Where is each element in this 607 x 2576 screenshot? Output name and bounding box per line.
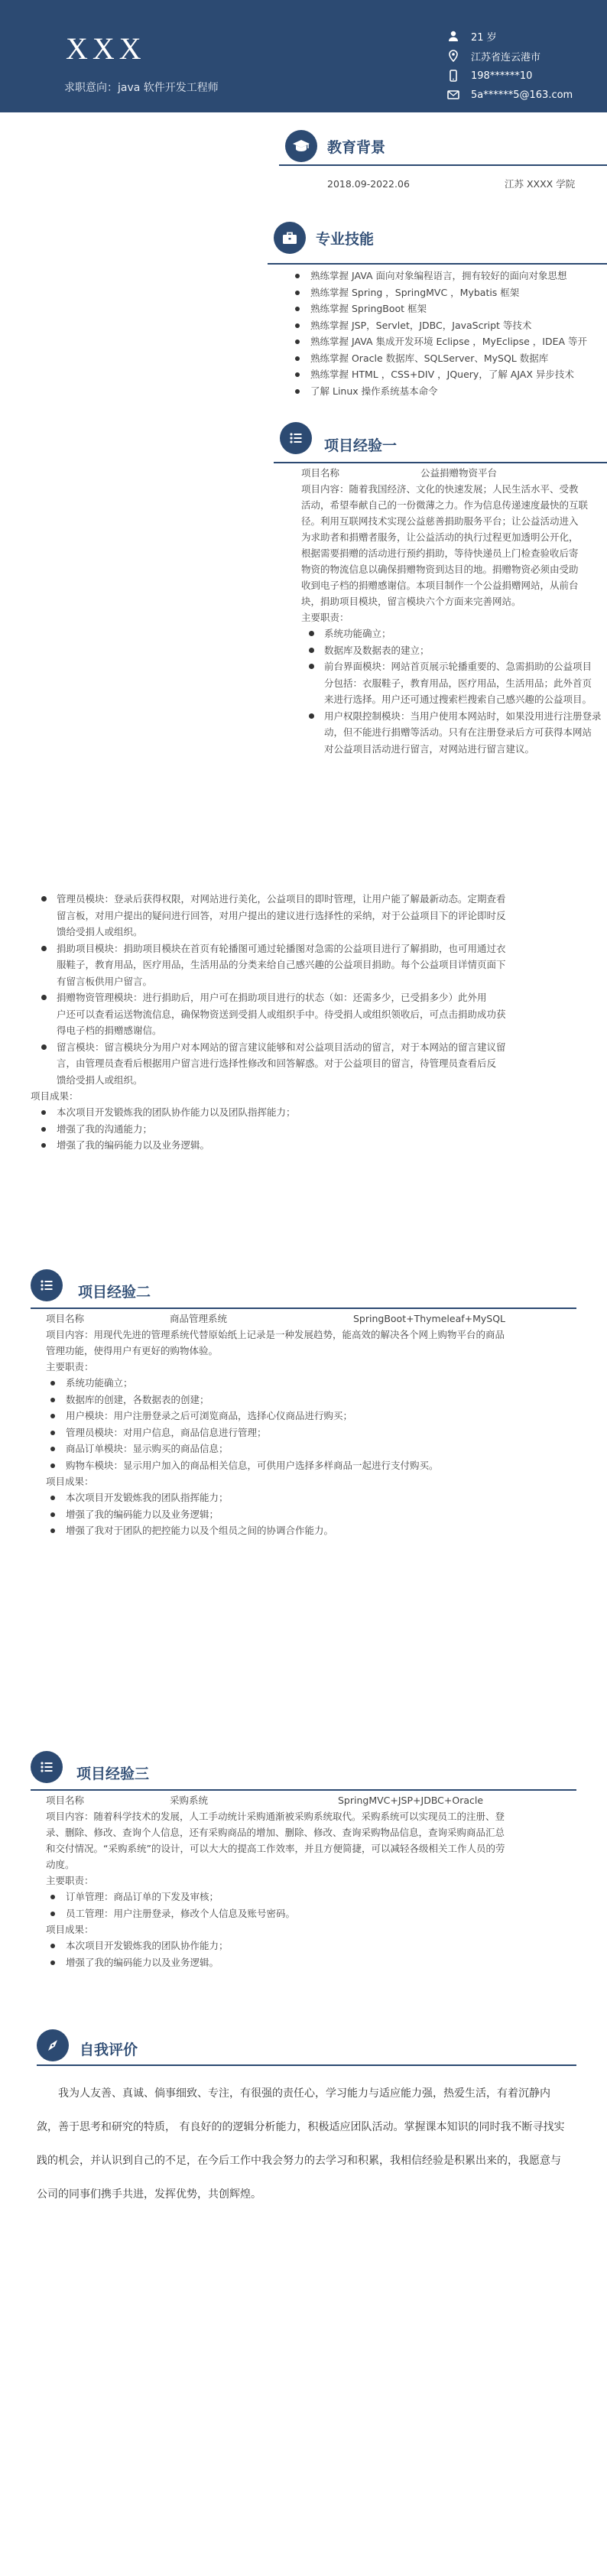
project3-divider — [31, 1789, 576, 1791]
self-eval-divider — [37, 2064, 576, 2066]
project3-name: 采购系统 — [170, 1795, 209, 1806]
phone-icon — [446, 69, 460, 83]
project3-result: 增强了我的编码能力以及业务逻辑。 — [66, 1954, 573, 1971]
project1-duty: 用户权限控制模块：当用户使用本网站时，如果没用进行注册登录 动，但不能进行捐赠等活动。只有在注册登录后方可获得本网站 对公益项目活动进行留言，对网站进行留言建议。 — [324, 708, 607, 758]
project2-body — [46, 1311, 573, 1539]
skills-list — [284, 268, 607, 399]
age-row — [446, 28, 497, 44]
skills-title: 专业技能 — [316, 231, 375, 248]
project1-divider — [274, 462, 607, 463]
self-eval-title: 自我评价 — [80, 2042, 138, 2058]
project3-content-line: 和交付情况。“采购系统”的设计，可以大大的提高工作效率，并且方便简捷，可以减轻各级相关工作人员的劳 — [46, 1843, 505, 1854]
project1-content-line: 收到电子档的捐赠感谢信。本项目制作一个公益捐赠网站，从前台 — [301, 580, 579, 591]
project3-name-row: 项目名称 采购系统 SpringMVC+JSP+JDBC+Oracle — [46, 1792, 573, 1808]
project2-result: 增强了我的编码能力以及业务逻辑； — [66, 1506, 573, 1523]
list-icon — [31, 1751, 63, 1783]
project1-duty: 留言模块：留言模块分为用户对本网站的留言建议能够和对公益项目活动的留言，对于本网站的留言建议留 言，由管理员查看后根据用户留言进行选择性修改和回答解惑。对于公益项目的留言，待管理员查看后反 馈给受捐人或组织。 — [57, 1039, 581, 1089]
project3-body — [46, 1792, 573, 1970]
list-icon — [31, 1269, 63, 1301]
project2-duty-label: 主要职责： — [46, 1361, 94, 1372]
project1-name: 公益捐赠物资平台 — [420, 467, 498, 479]
project1-duty: 系统功能确立； — [324, 625, 607, 642]
email-row — [446, 86, 573, 103]
education-title: 教育背景 — [327, 139, 386, 156]
compass-icon — [37, 2029, 69, 2061]
phone-row — [446, 67, 532, 84]
skill-item: 熟练掌握 JSP，Servlet，JDBC，JavaScript 等技术 — [310, 317, 607, 334]
project2-divider — [31, 1307, 576, 1309]
skill-item: 了解 Linux 操作系统基本命令 — [310, 383, 607, 400]
project1-title: 项目经验一 — [324, 437, 398, 454]
skills-divider — [268, 263, 607, 265]
project2-tech: SpringBoot+Thymeleaf+MySQL — [353, 1313, 506, 1324]
location-text: 江苏省连云港市 — [471, 51, 541, 63]
project2-duty: 管理员模块：对用户信息，商品信息进行管理； — [66, 1424, 573, 1441]
job-intent: 求职意向：java 软件开发工程师 — [64, 82, 219, 94]
self-eval-line: 公司的同事们携手共进，发挥优势，共创辉煌。 — [37, 2188, 261, 2201]
skill-item: 熟练掌握 SpringBoot 框架 — [310, 300, 607, 317]
self-eval-line: 敛，善于思考和研究的特质， 有良好的的逻辑分析能力，积极适应团队活动。掌握课本知识的同时我不断寻找实 — [37, 2121, 565, 2133]
project3-title: 项目经验三 — [76, 1766, 150, 1782]
project2-result: 本次项目开发锻炼我的团队指挥能力； — [66, 1489, 573, 1506]
project2-content-line: 管理功能，使得用户有更好的购物体验。 — [46, 1345, 219, 1356]
skill-item: 熟练掌握 JAVA 面向对象编程语言，拥有较好的面向对象思想 — [310, 268, 607, 284]
skill-item: 熟练掌握 JAVA 集成开发环境 Eclipse ，MyEclipse ，IDEA 等开 — [310, 333, 607, 350]
self-eval-line: 践的机会，并认识到自己的不足，在今后工作中我会努力的去学习和积累，我相信经验是积累出来的，我愿意与 — [37, 2155, 561, 2167]
project1-duty-label: 主要职责： — [301, 612, 349, 623]
project3-duty-label: 主要职责： — [46, 1875, 94, 1886]
project1-body-continued — [31, 891, 581, 1154]
education-divider — [279, 164, 607, 166]
project1-content-line: 物资的物流信息以确保捐赠物资到达目的地。捐赠物资必须由受助 — [301, 564, 579, 575]
briefcase-icon — [274, 222, 306, 254]
graduation-cap-icon — [285, 130, 317, 162]
person-icon — [446, 29, 460, 43]
project3-content-line: 录、删除、修改、查询个人信息，还有采购商品的增加、删除、修改、查询采购物品信息，查询采购商品汇总 — [46, 1827, 505, 1838]
project1-name-row: 项目名称 公益捐赠物资平台 — [301, 467, 498, 479]
project1-duty: 前台界面模块：网站首页展示轮播重要的、急需捐助的公益项目 分包括：衣服鞋子，教育用品，医疗用品，生活用品；此外首页 来进行选择。用户还可通过搜索栏搜索自己感兴趣的公益项目。 — [324, 658, 607, 708]
education-school: 江苏 XXXX 学院 — [505, 178, 576, 190]
project2-duty: 系统功能确立； — [66, 1375, 573, 1392]
project1-duty: 捐赠物资管理模块：进行捐助后，用户可在捐助项目进行的状态（如：还需多少，已受捐多少）此外用 户还可以查看运送物流信息，确保物资送到受捐人或组织手中。待受捐人或组织领收后，可点击捐助成功获 得电子档的捐赠感谢信。 — [57, 989, 581, 1039]
email-icon — [446, 88, 460, 102]
list-icon — [280, 422, 312, 454]
project2-result-label: 项目成果： — [46, 1476, 94, 1487]
skill-item: 熟练掌握 Oracle 数据库、SQLServer、MySQL 数据库 — [310, 350, 607, 367]
project1-content-line: 块，捐助项目模块，留言模块六个方面来完善网站。 — [301, 596, 521, 607]
project1-content-line: 活动，希望奉献自己的一份微薄之力。作为信息传递速度最快的互联 — [301, 499, 589, 511]
location-pin-icon — [446, 49, 460, 63]
project1-result: 增强了我的编码能力以及业务逻辑。 — [57, 1137, 581, 1154]
project3-duty: 员工管理：用户注册登录，修改个人信息及账号密码。 — [66, 1905, 573, 1922]
project1-result-label: 项目成果： — [31, 1090, 79, 1102]
project1-content-line: 为求助者和捐赠者服务，让公益活动的执行过程更加透明公开化， — [301, 531, 579, 543]
age-text: 21 岁 — [471, 31, 497, 44]
project2-name: 商品管理系统 — [170, 1313, 228, 1324]
project1-body — [301, 465, 607, 757]
project3-tech: SpringMVC+JSP+JDBC+Oracle — [338, 1795, 484, 1806]
project1-duty: 捐助项目模块：捐助项目模块在首页有轮播图可通过轮播图对急需的公益项目进行了解捐助，也可用通过衣 服鞋子，教育用品，医疗用品，生活用品的分类来给自己感兴趣的公益项目捐助。每个公益项目详情页面下 有留言板供用户留言。 — [57, 940, 581, 990]
location-row — [446, 47, 540, 64]
project1-result: 本次项目开发锻炼我的团队协作能力以及团队指挥能力； — [57, 1104, 581, 1121]
project2-duty: 用户模块：用户注册登录之后可浏览商品，选择心仪商品进行购买； — [66, 1408, 573, 1424]
skill-item: 熟练掌握 HTML ，CSS+DIV ，JQuery，了解 AJAX 异步技术 — [310, 366, 607, 383]
project1-content-line: 根据需要捐赠的活动进行预约捐助，等待快递员上门检查验收后寄 — [301, 547, 579, 559]
phone-text: 198******10 — [471, 70, 533, 82]
project2-duty: 购物车模块：显示用户加入的商品相关信息，可供用户选择多样商品一起进行支付购买。 — [66, 1457, 573, 1474]
project2-title: 项目经验二 — [78, 1284, 151, 1301]
project1-result: 增强了我的沟通能力； — [57, 1121, 581, 1138]
project3-content-line: 项目内容：随着科学技术的发展，人工手动统计采购通渐被采购系统取代。采购系统可以实现员工的注册、登 — [46, 1811, 505, 1822]
candidate-name: XXX — [66, 31, 146, 66]
project3-result-label: 项目成果： — [46, 1924, 94, 1935]
project1-content-line: 径。利用互联网技术实现公益慈善捐助服务平台；让公益活动进入 — [301, 515, 579, 527]
project2-duty: 数据库的创建，各数据表的创建； — [66, 1392, 573, 1408]
email-text: 5a******5@163.com — [471, 89, 573, 101]
project3-result: 本次项目开发锻炼我的团队协作能力； — [66, 1938, 573, 1954]
project2-result: 增强了我对于团队的把控能力以及个组员之间的协调合作能力。 — [66, 1522, 573, 1539]
skill-item: 熟练掌握 Spring ，SpringMVC ，Mybatis 框架 — [310, 284, 607, 301]
project2-name-row: 项目名称 商品管理系统 SpringBoot+Thymeleaf+MySQL — [46, 1311, 573, 1327]
self-eval-body — [37, 2077, 576, 2211]
education-period: 2018.09-2022.06 — [327, 178, 410, 190]
project1-content-line: 项目内容：随着我国经济、文化的快速发展；人民生活水平、受教 — [301, 483, 579, 495]
project2-content-line: 项目内容：用现代先进的管理系统代替原始纸上记录是一种发展趋势，能高效的解决各个网上购物平台的商品 — [46, 1329, 505, 1340]
project1-duty: 数据库及数据表的建立； — [324, 642, 607, 659]
project2-duty: 商品订单模块：显示购买的商品信息； — [66, 1441, 573, 1457]
self-eval-line: 我为人友善、真诚、倘事细致、专注，有很强的责任心，学习能力与适应能力强，热爱生活，有着沉静内 — [58, 2087, 550, 2100]
project3-duty: 订单管理：商品订单的下发及审核； — [66, 1889, 573, 1905]
project1-duty: 管理员模块：登录后获得权限，对网站进行美化，公益项目的即时管理，让用户能了解最新动态。定期查看 留言板，对用户提出的疑问进行回答，对用户提出的建议进行选择性的采纳，对于公益项目下的评论即时反 馈给受捐人或组织。 — [57, 891, 581, 940]
project3-content-line: 动度。 — [46, 1859, 75, 1870]
